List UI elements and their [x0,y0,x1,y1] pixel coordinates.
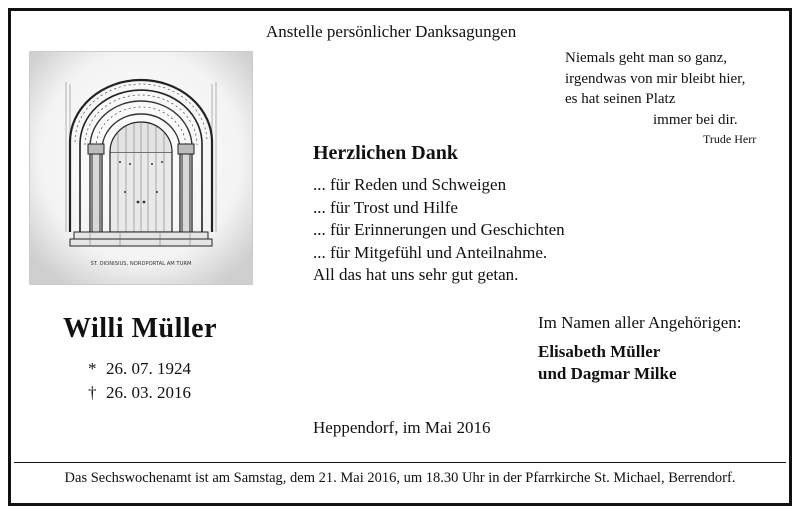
thanks-line: ... für Erinnerungen und Geschichten [313,220,565,239]
quote-author: Trude Herr [703,132,757,146]
birth-row [88,357,191,381]
thanks-list [313,174,565,287]
life-dates [88,357,191,405]
thanks-line: All das hat uns sehr gut getan. [313,265,519,284]
family-names [538,341,677,385]
death-cross-icon: † [88,383,97,402]
thanks-line: ... für Reden und Schweigen [313,175,507,194]
deceased-name: Willi Müller [63,313,218,344]
family-name: Elisabeth Müller [538,342,661,361]
thanks-line: ... für Trost und Hilfe [313,197,458,217]
quote-line: Niemals geht man so ganz, [565,50,728,66]
church-portal-drawing [29,51,253,285]
place-date: Heppendorf, im Mai 2016 [313,418,491,437]
footer-note: Das Sechswochenamt ist am Samstag, dem 21. Mai 2016, um 18.30 Uhr in der Pfarrkirche St. Michael, Berrendorf. [64,470,736,486]
header-title: Anstelle persönlicher Danksagungen [266,22,517,41]
family-intro: Im Namen aller Angehörigen: [538,313,742,332]
birth-star-icon: * [88,359,97,378]
quote-line: immer bei dir. [653,111,738,128]
quote-line: es hat seinen Platz [565,91,676,107]
quote-block [565,48,745,130]
thanks-line: ... für Mitgefühl und Anteilnahme. [313,242,548,262]
death-date: 26. 03. 2016 [106,383,191,402]
death-row [88,381,191,405]
footer-divider [14,462,786,463]
birth-date: 26. 07. 1924 [106,359,191,378]
thanks-title: Herzlichen Dank [313,142,458,164]
church-portal-illustration [30,52,252,284]
family-name: und Dagmar Milke [538,364,677,383]
quote-line: irgendwas von mir bleibt hier, [565,70,746,87]
picture-caption: ST. DIONISIUS, NORDPORTAL AM TURM [90,261,192,267]
